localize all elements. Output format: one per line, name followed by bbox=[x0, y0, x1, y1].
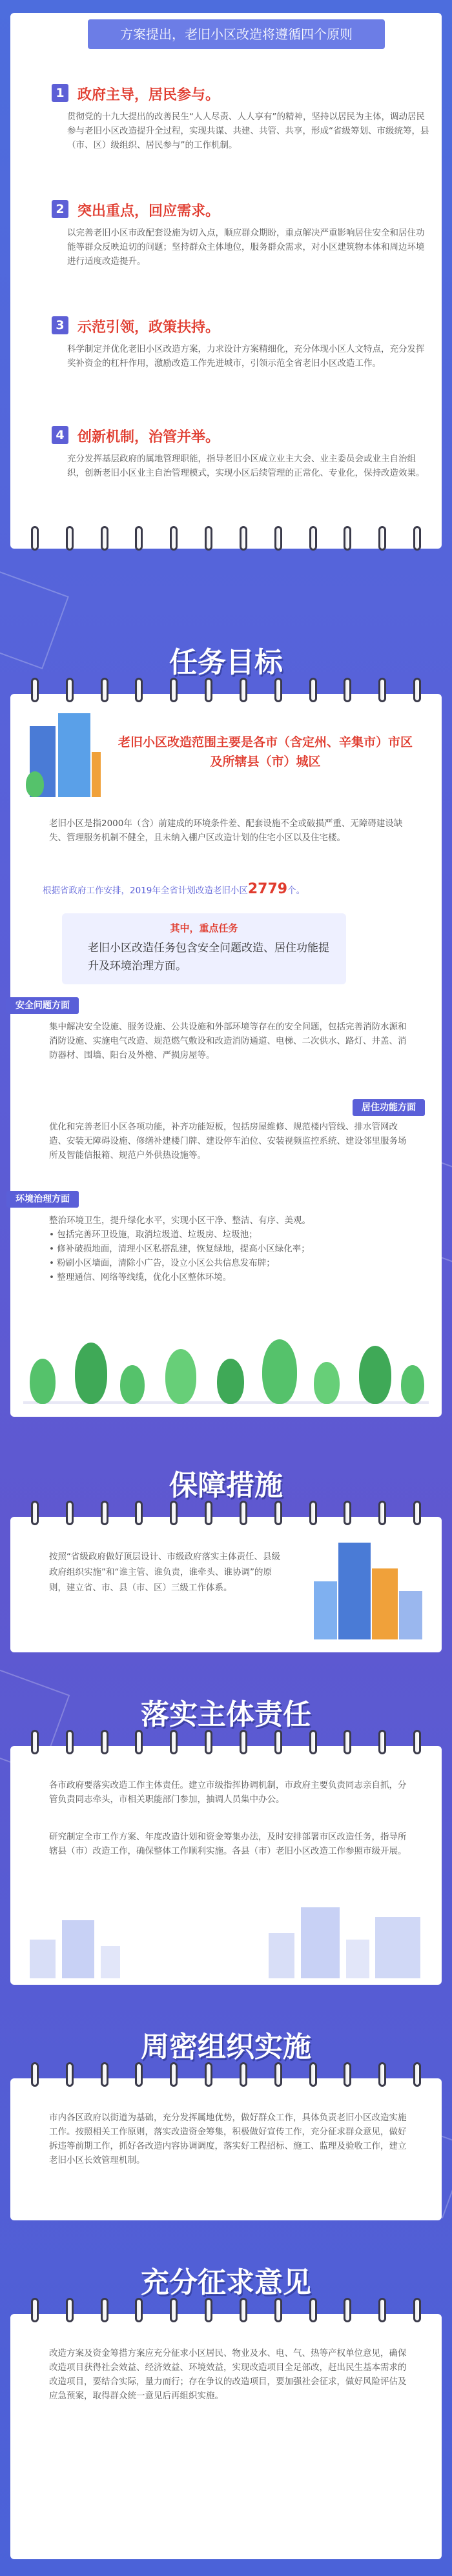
binder-rings bbox=[0, 1730, 452, 1756]
opinion-text: 改造方案及资金筹措方案应充分征求小区居民、物业及水、电、气、热等产权单位意见，确保改造项目获得社会效益、经济效益、环境效益，实现改造项目全足部改，赶出民生基本需求的改造项目，要结合实际，量力而行；存在争议的改造项目，要加强社会征求，做好风险评估及应急预案，取得群众统一意见后再组织实施。 bbox=[49, 2348, 407, 2401]
safety-text: 集中解决安全设施、服务设施、公共设施和外部环境等存在的安全问题，包括完善消防水源和消防设施、实施电气改造、规范燃气敷设和改造消防通道、电梯、二次供水、路灯、井盖、消防器材、围墙、阳台及外檐、严损房屋等。 bbox=[49, 1022, 407, 1060]
responsibility-title: 落实主体责任 bbox=[141, 1698, 311, 1731]
tasks-description: 老旧小区是指2000年（含）前建成的环境条件差、配套设施不全或破损严重、无障碍建设缺失、管理服务机制不健全，且未纳入棚户区改造计划的住宅小区以及住宅楼。 bbox=[49, 818, 403, 843]
plan-prefix: 根据省政府工作安排，2019年全省计划改造老旧小区 bbox=[43, 886, 248, 896]
tasks-headline: 老旧小区改造范围主要是各市（含定州、辛集市）市区及所辖县（市）城区 bbox=[118, 735, 413, 769]
focus-text: 老旧小区改造任务包含安全问题改造、居住功能提升及环境治理方面。 bbox=[88, 942, 329, 973]
binder-rings bbox=[0, 678, 452, 704]
principle-title: 示范引领，政策扶持。 bbox=[77, 319, 220, 336]
principle-item-1 bbox=[52, 84, 433, 194]
organization-text: 市内各区政府以街道为基础，充分发挥属地优势，做好群众工作，具体负责老旧小区改造实施工作。按照相关工作原则，落实改造资金筹集，积极做好宣传工作，充分征求群众意见，做好拆违等前期工作，抓好各改造内容协调调度，落实好工程招标、施工、监理及验收工作，建立老旧小区长效管理机制。 bbox=[49, 2113, 407, 2165]
principle-text: 贯彻党的十九大提出的改善民生“人人尽责、人人享有”的精神，坚持以居民为主体，调动居民参与老旧小区改造提升全过程，实现共谋、共建、共管、共享，形成“省级筹划、市级统筹，县（市、区）级组织、居民参与”的工作机制。 bbox=[67, 112, 429, 150]
opinion-card bbox=[10, 2314, 442, 2559]
principle-number: 3 bbox=[52, 316, 68, 334]
city-illustration bbox=[314, 1536, 424, 1639]
principle-text: 以完善老旧小区市政配套设施为切入点，顺应群众期盼，重点解决严重影响居住安全和居住功能等群众反映迫切的问题；坚持群众主体地位，服务群众需求，对小区建筑物本体和周边环境进行适度改造提升。 bbox=[67, 228, 425, 267]
measures-card bbox=[10, 1517, 442, 1652]
env-line: • 整理通信、网络等线缆，优化小区整体环境。 bbox=[49, 1272, 232, 1283]
principle-item-2 bbox=[52, 200, 433, 310]
measures-title: 保障措施 bbox=[169, 1469, 283, 1502]
organization-title: 周密组织实施 bbox=[141, 2031, 311, 2064]
organization-card bbox=[10, 2078, 442, 2220]
env-list bbox=[49, 1213, 411, 1284]
principles-banner: 方案提出，老旧小区改造将遵循四个原则 bbox=[88, 19, 385, 49]
tasks-plan bbox=[43, 881, 430, 897]
building-illustration bbox=[30, 713, 101, 797]
principle-title: 创新机制，治管并举。 bbox=[77, 429, 220, 445]
binder-rings bbox=[0, 2062, 452, 2088]
living-label: 居住功能方面 bbox=[353, 1099, 425, 1116]
principle-title: 突出重点，回应需求。 bbox=[77, 203, 220, 219]
responsibility-text-2: 研究制定全市工作方案、年度改造计划和资金筹集办法，及时安排部署市区改造任务，指导所辖县（市）改造工作，确保整体工作顺利实施。各县（市）老旧小区改造工作参照市级开展。 bbox=[49, 1832, 407, 1856]
plan-number: 2779 bbox=[247, 881, 288, 897]
principle-number: 4 bbox=[52, 426, 68, 444]
principles-card bbox=[10, 13, 442, 549]
principle-item-3 bbox=[52, 316, 433, 413]
focus-box bbox=[62, 913, 346, 984]
focus-label: 其中，重点任务 bbox=[170, 922, 238, 934]
responsibility-text-1: 各市政府要落实改造工作主体责任。建立市级指挥协调机制，市政府主要负责同志亲自抓，分管负责同志牵头，市相关职能部门参加，抽调人员集中办公。 bbox=[49, 1780, 407, 1805]
binder-rings bbox=[0, 2298, 452, 2324]
env-line: • 粉刷小区墙面，清除小广告，设立小区公共信息发布牌； bbox=[49, 1258, 275, 1268]
principle-title: 政府主导，居民参与。 bbox=[77, 87, 220, 103]
trees-illustration bbox=[23, 1333, 429, 1404]
env-line: • 包括完善环卫设施，取消垃圾道、垃圾房、垃圾池； bbox=[49, 1230, 258, 1240]
env-line: • 修补破损地面，清理小区私搭乱建，恢复绿地，提高小区绿化率； bbox=[49, 1244, 310, 1254]
env-label: 环境治理方面 bbox=[6, 1191, 79, 1208]
binder-rings bbox=[0, 526, 452, 552]
binder-rings bbox=[0, 1501, 452, 1526]
principle-number: 2 bbox=[52, 200, 68, 218]
principle-item-4 bbox=[52, 426, 433, 523]
safety-label: 安全问题方面 bbox=[6, 997, 79, 1014]
principle-text: 科学制定并优化老旧小区改造方案，力求设计方案精细化，充分体现小区人文特点，充分发挥奖补资金的杠杆作用，激励改造工作先进城市，引领示范全省老旧小区改造工作。 bbox=[67, 344, 425, 369]
measures-text: 按照“省级政府做好顶层设计、市级政府落实主体责任、县级政府组织实施”和“谁主管、谁负责，谁牵头、谁协调”的原则，建立省、市、县（市、区）三级工作体系。 bbox=[49, 1552, 280, 1593]
opinion-title: 充分征求意见 bbox=[141, 2266, 311, 2299]
env-line: 整治环境卫生，提升绿化水平，实现小区干净、整洁、有序、美观。 bbox=[49, 1215, 311, 1226]
principle-number: 1 bbox=[52, 84, 68, 102]
responsibility-card bbox=[10, 1746, 442, 1985]
principle-text: 充分发挥基层政府的属地管理职能，指导老旧小区成立业主大会、业主委员会或业主自治组织，创新老旧小区业主自治管理模式，实现小区后续管理的正常化、专业化，保持改造效果。 bbox=[67, 454, 425, 478]
living-text: 优化和完善老旧小区各项功能，补齐功能短板，包括房屋维修、规范楼内管线、排水管网改造、安装无障碍设施、修缮补建楼门牌、建设停车泊位、安装视频监控系统、建设邻里服务场所及智能信报箱、规范户外供热设施等。 bbox=[49, 1122, 407, 1161]
tasks-title: 任务目标 bbox=[169, 646, 283, 679]
plan-suffix: 个。 bbox=[287, 886, 305, 896]
tasks-card bbox=[10, 694, 442, 1417]
skyline-illustration bbox=[23, 1901, 429, 1978]
